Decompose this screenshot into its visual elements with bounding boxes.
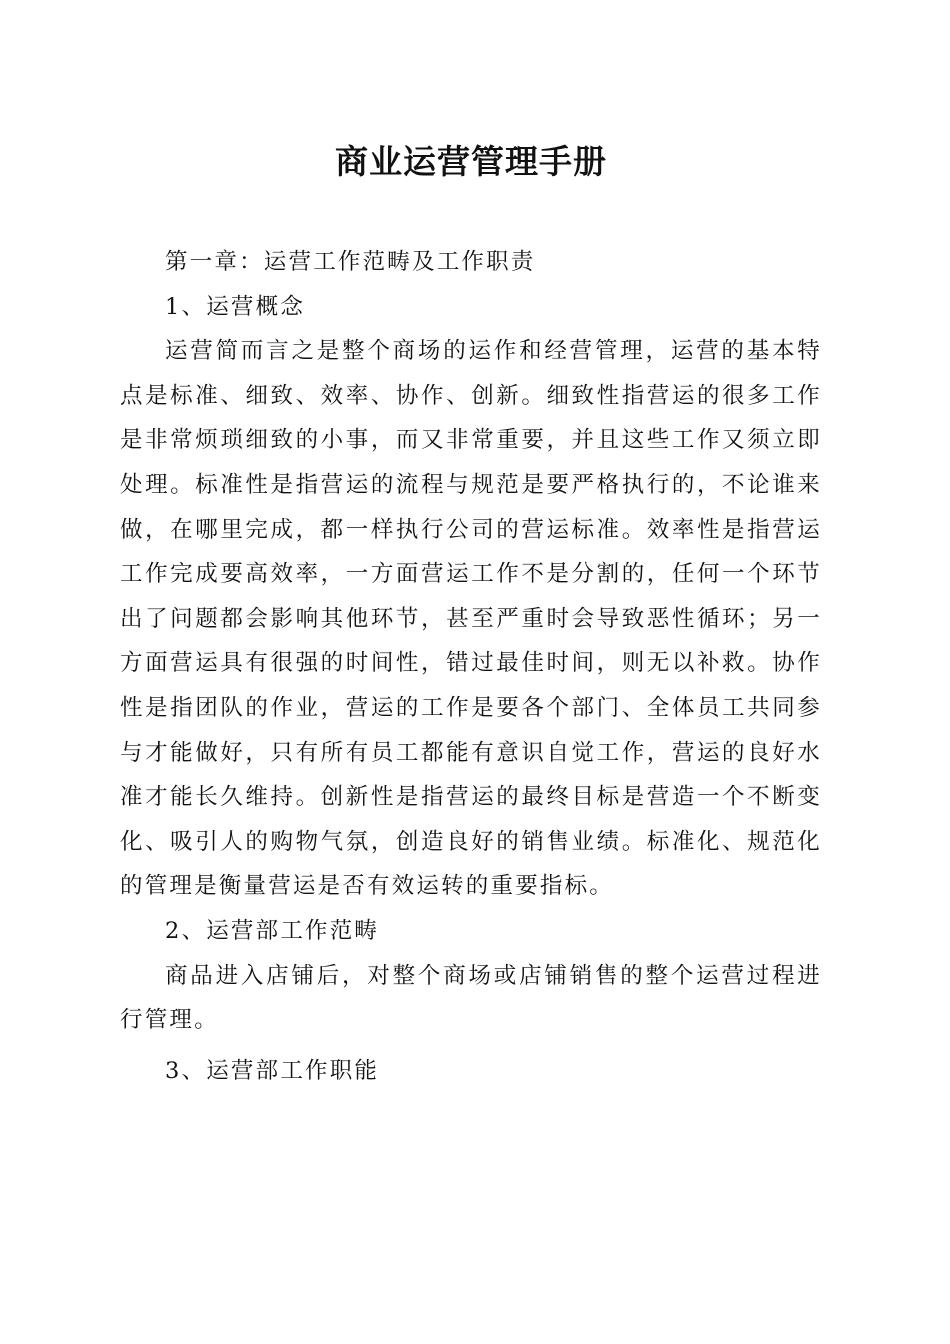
paragraph-operation-concept: 运营简而言之是整个商场的运作和经营管理，运营的基本特点是标准、细致、效率、协作、创新。细致性指营运的很多工作是非常烦琐细致的小事，而又非常重要，并且这些工作又须立即处理。标准性是指营运的流程与规范是要严格执行的，不论谁来做，在哪里完成，都一样执行公司的营运标准。效率性是指营运工作完成要高效率，一方面营运工作不是分割的，任何一个环节出了问题都会影响其他环节，甚至严重时会导致恶性循环；另一方面营运具有很强的时间性，错过最佳时间，则无以补救。协作性是指团队的作业，营运的工作是要各个部门、全体员工共同参与才能做好，只有所有员工都能有意识自觉工作，营运的良好水准才能长久维持。创新性是指营运的最终目标是营造一个不断变化、吸引人的购物气氛，创造良好的销售业绩。标准化、规范化的管理是衡量营运是否有效运转的重要指标。 bbox=[120, 338, 822, 900]
section-heading-operation-concept: 1、运营概念 bbox=[165, 293, 306, 320]
document-title: 商业运营管理手册 bbox=[335, 142, 607, 181]
section-heading-work-functions: 3、运营部工作职能 bbox=[165, 1057, 380, 1084]
paragraph-work-scope: 商品进入店铺后，对整个商场或店铺销售的整个运营过程进行管理。 bbox=[120, 962, 822, 1034]
chapter-heading: 第一章：运营工作范畴及工作职责 bbox=[165, 249, 536, 275]
section-heading-work-scope: 2、运营部工作范畴 bbox=[165, 917, 380, 944]
document-body bbox=[120, 240, 822, 1093]
